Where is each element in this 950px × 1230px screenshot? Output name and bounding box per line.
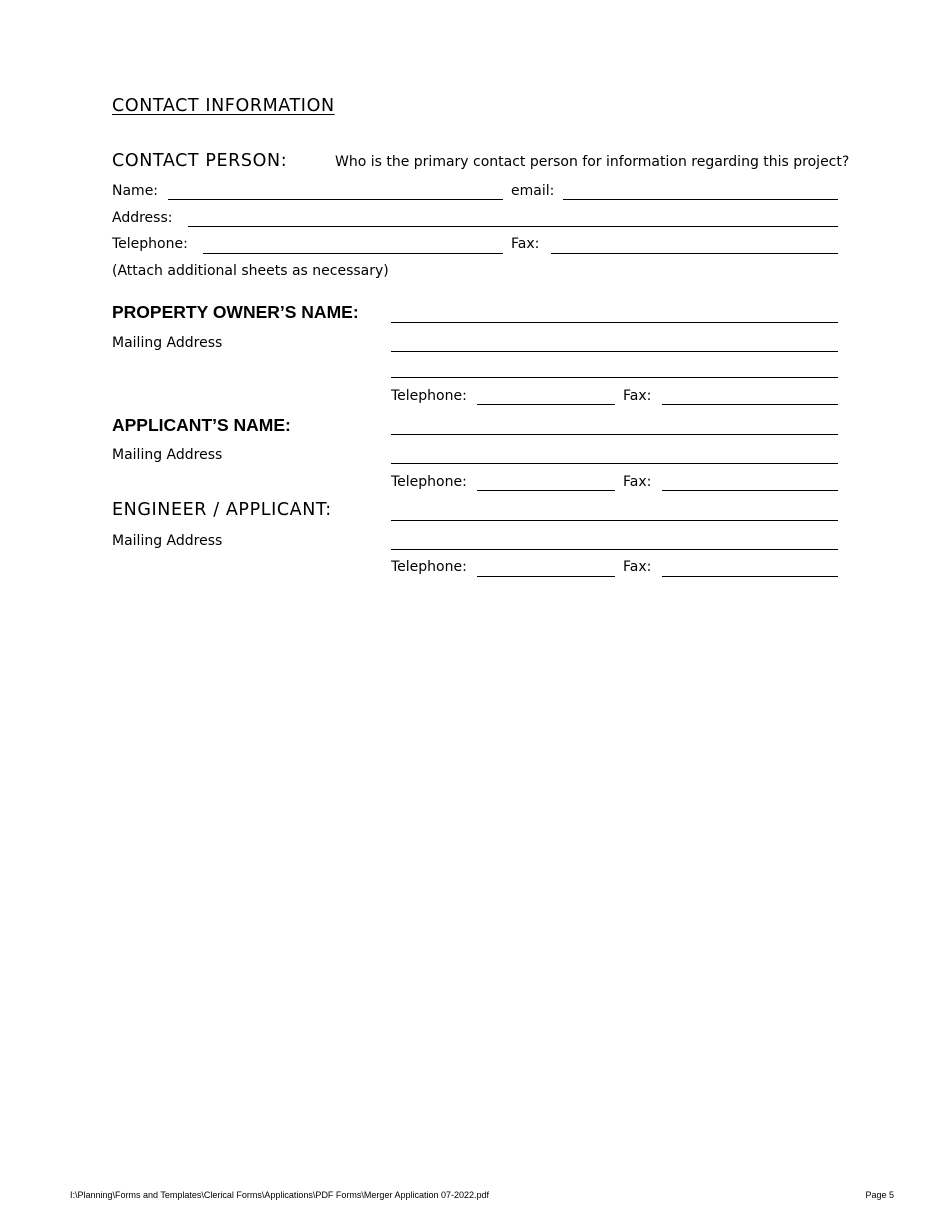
engineer-mailing-field[interactable]: [391, 549, 838, 550]
engineer-heading: ENGINEER / APPLICANT:: [112, 500, 332, 520]
contact-fax-label: Fax:: [511, 236, 540, 252]
contact-question: Who is the primary contact person for information regarding this project?: [335, 154, 850, 170]
contact-person-heading: CONTACT PERSON:: [112, 151, 288, 171]
applicant-name-field[interactable]: [391, 434, 838, 435]
contact-name-field[interactable]: [168, 199, 503, 200]
owner-mailing-field-1[interactable]: [391, 351, 838, 352]
contact-telephone-label: Telephone:: [112, 236, 188, 252]
engineer-telephone-label: Telephone:: [391, 559, 467, 575]
applicant-fax-label: Fax:: [623, 474, 652, 490]
engineer-fax-field[interactable]: [662, 576, 838, 577]
applicant-mailing-label: Mailing Address: [112, 447, 223, 463]
section-title: CONTACT INFORMATION: [112, 96, 335, 116]
owner-mailing-field-2[interactable]: [391, 377, 838, 378]
owner-name-field[interactable]: [391, 322, 838, 323]
applicant-telephone-label: Telephone:: [391, 474, 467, 490]
owner-fax-field[interactable]: [662, 404, 838, 405]
engineer-mailing-label: Mailing Address: [112, 533, 223, 549]
engineer-telephone-field[interactable]: [477, 576, 615, 577]
owner-heading: PROPERTY OWNER’S NAME:: [112, 302, 359, 322]
contact-address-label: Address:: [112, 210, 173, 226]
contact-email-field[interactable]: [563, 199, 838, 200]
footer-file-path: I:\Planning\Forms and Templates\Clerical Forms\Applications\PDF Forms\Merger Application 07-2022.pdf: [70, 1190, 490, 1200]
applicant-telephone-field[interactable]: [477, 490, 615, 491]
applicant-fax-field[interactable]: [662, 490, 838, 491]
contact-email-label: email:: [511, 183, 555, 199]
contact-name-label: Name:: [112, 183, 159, 199]
owner-fax-label: Fax:: [623, 388, 652, 404]
owner-telephone-label: Telephone:: [391, 388, 467, 404]
applicant-mailing-field[interactable]: [391, 463, 838, 464]
applicant-heading: APPLICANT’S NAME:: [112, 415, 291, 435]
contact-fax-field[interactable]: [551, 253, 838, 254]
owner-mailing-label: Mailing Address: [112, 335, 223, 351]
contact-address-field[interactable]: [188, 226, 838, 227]
owner-telephone-field[interactable]: [477, 404, 615, 405]
engineer-fax-label: Fax:: [623, 559, 652, 575]
engineer-name-field[interactable]: [391, 520, 838, 521]
contact-note: (Attach additional sheets as necessary): [112, 263, 389, 279]
contact-telephone-field[interactable]: [203, 253, 503, 254]
footer-page-number: Page 5: [865, 1190, 894, 1200]
